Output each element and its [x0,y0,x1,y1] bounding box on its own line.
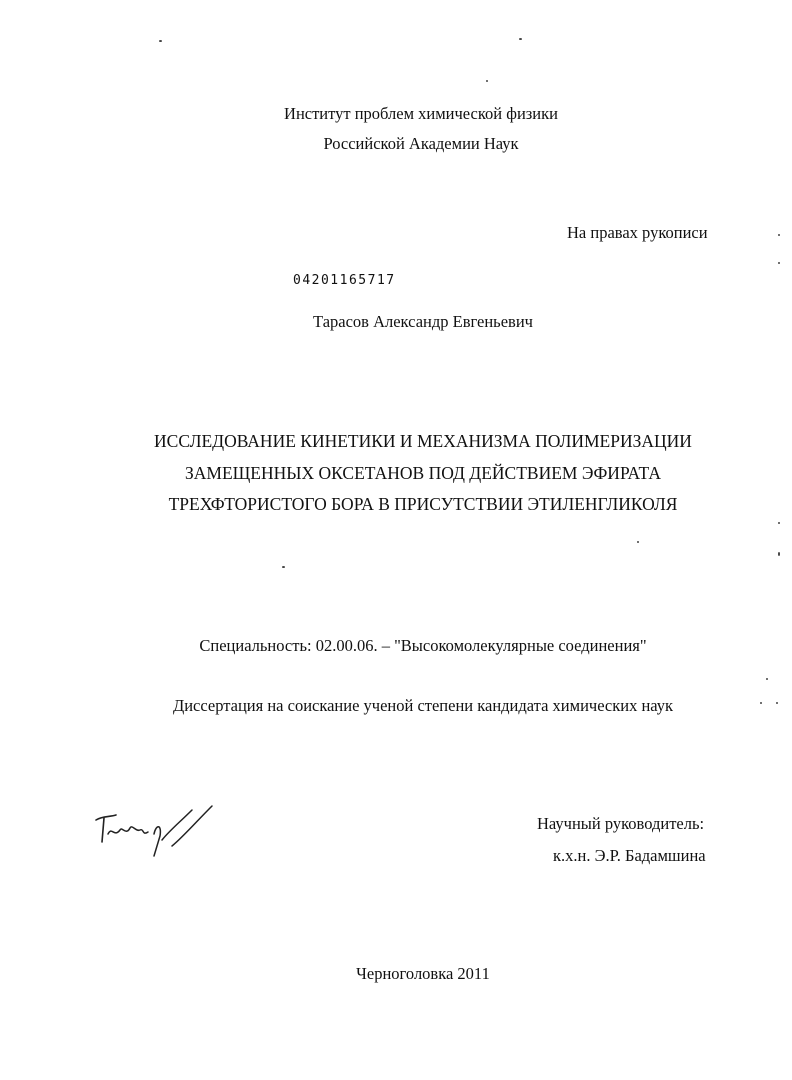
scan-speck [282,566,285,568]
scan-speck [159,40,162,42]
scan-speck [760,702,762,704]
title-line-3: ТРЕХФТОРИСТОГО БОРА В ПРИСУТСТВИИ ЭТИЛЕНГЛИКОЛЯ [168,494,678,514]
scan-speck [778,522,780,524]
scan-speck [766,678,768,680]
city-year: Черноголовка 2011 [356,964,490,983]
institute-line-2: Российской Академии Наук [323,134,519,153]
scan-speck [778,552,780,556]
dissertation-title [0,426,792,521]
scan-speck [486,80,488,82]
title-line-2: ЗАМЕЩЕННЫХ ОКСЕТАНОВ ПОД ДЕЙСТВИЕМ ЭФИРАТА [185,462,661,483]
manuscript-note: На правах рукописи [567,223,708,242]
scan-speck [519,38,522,40]
scan-speck [778,262,780,264]
scan-speck [637,541,639,543]
scan-speck [776,702,778,704]
handwritten-signature [92,800,222,870]
institute-line-1: Институт проблем химической физики [284,104,558,123]
advisor-label: Научный руководитель: [537,814,705,833]
title-line-1: ИССЛЕДОВАНИЕ КИНЕТИКИ И МЕХАНИЗМА ПОЛИМЕРИЗАЦИИ [154,431,692,451]
specialty: Специальность: 02.00.06. – "Высокомолекулярные соединения" [199,636,647,655]
dissertation-degree: Диссертация на соискание ученой степени кандидата химических наук [172,696,674,715]
scan-speck [778,234,780,236]
advisor-name: к.х.н. Э.Р. Бадамшина [553,846,706,865]
author-name: Тарасов Александр Евгеньевич [313,312,533,331]
registration-code: 04201165717 [293,273,396,288]
